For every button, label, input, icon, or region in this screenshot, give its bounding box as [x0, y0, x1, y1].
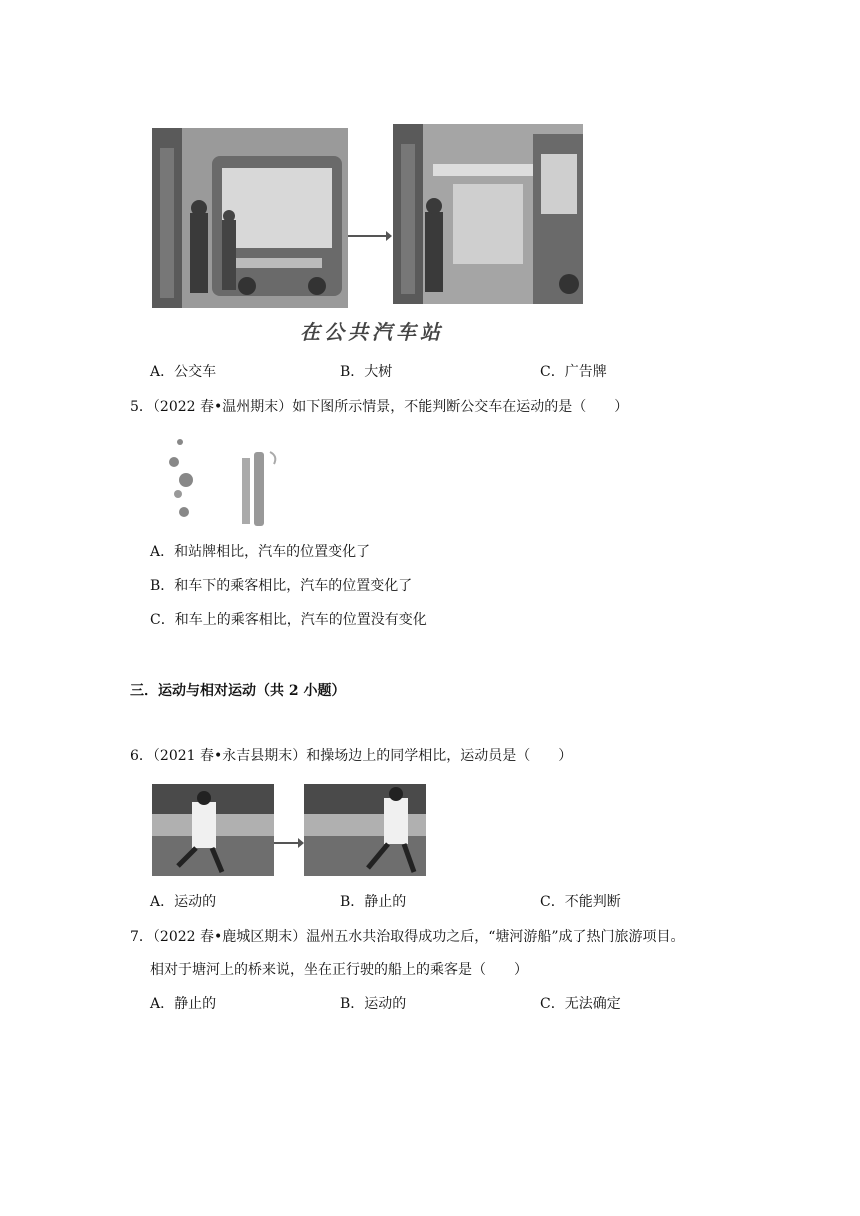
- bus-stop-photo-left: [152, 128, 348, 308]
- q7-option-a: A．静止的: [150, 996, 217, 1012]
- q5-option-a: A．和站牌相比，汽车的位置变化了: [150, 544, 371, 560]
- bus-stop-photo-right: [393, 124, 583, 304]
- q4-option-a: A．公交车: [150, 364, 217, 380]
- q6-option-b: B．静止的: [340, 894, 407, 910]
- photo-caption: 在公共汽车站: [300, 320, 444, 344]
- q5-option-b: B．和车下的乘客相比，汽车的位置变化了: [150, 578, 413, 594]
- q6-stem: 6．（2021 春•永吉县期末）和操场边上的同学相比，运动员是（ ）: [130, 748, 573, 764]
- q4-option-c: C．广告牌: [540, 364, 607, 380]
- arrow-icon: [348, 228, 392, 244]
- q6-option-a: A．运动的: [150, 894, 217, 910]
- arrow-icon: [274, 836, 304, 850]
- q6-option-c: C．不能判断: [540, 894, 621, 910]
- q7-option-b: B．运动的: [340, 996, 407, 1012]
- runner-photo-right: [304, 784, 426, 876]
- q5-option-c: C．和车上的乘客相比，汽车的位置没有变化: [150, 612, 427, 628]
- runner-photo-left: [152, 784, 274, 876]
- q7-option-c: C．无法确定: [540, 996, 621, 1012]
- q4-option-b: B．大树: [340, 364, 393, 380]
- q7-stem-line2: 相对于塘河上的桥来说，坐在正行驶的船上的乘客是（ ）: [150, 962, 528, 978]
- bus-scene-image: [150, 432, 285, 527]
- q5-stem: 5．（2022 春•温州期末）如下图所示情景，不能判断公交车在运动的是（ ）: [130, 399, 629, 415]
- section-heading: 三．运动与相对运动（共 2 小题）: [130, 683, 346, 699]
- q7-stem-line1: 7．（2022 春•鹿城区期末）温州五水共治取得成功之后，“塘河游船”成了热门旅游项目。: [130, 929, 685, 945]
